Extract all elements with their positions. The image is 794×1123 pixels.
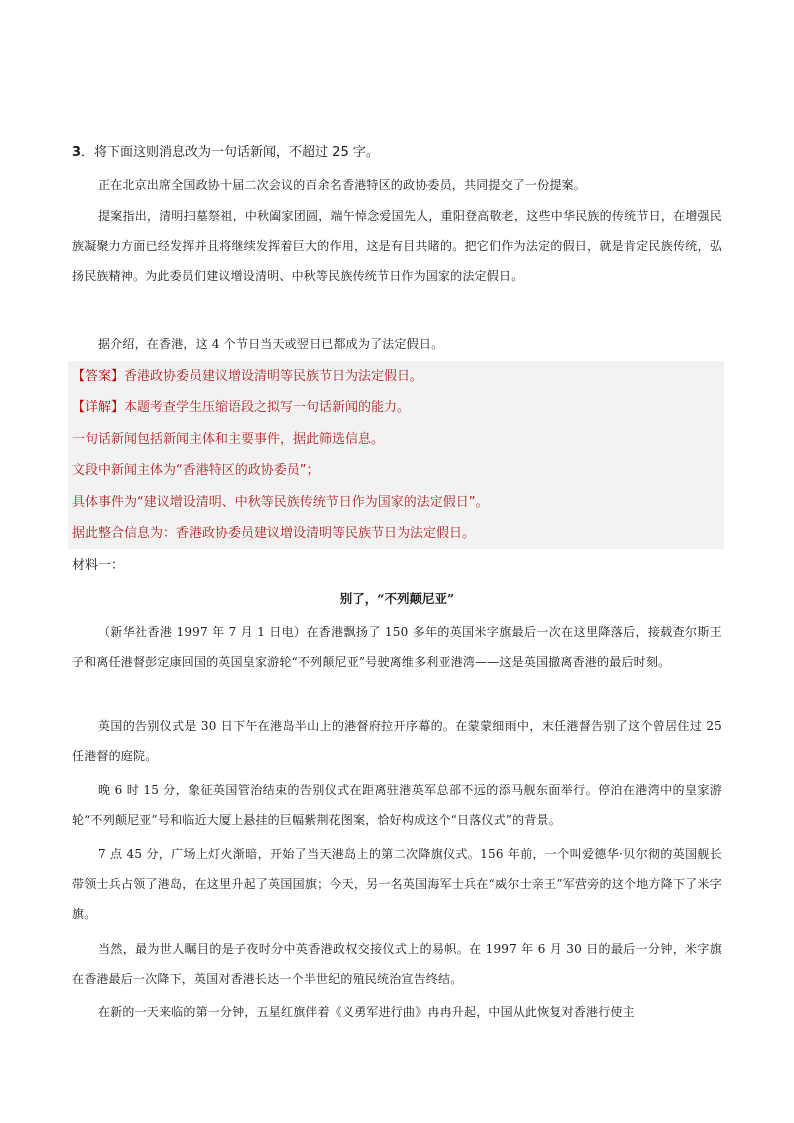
analysis-line-2: 文段中新闻主体为“香港特区的政协委员”；: [72, 463, 320, 478]
news-paragraph-2: 提案指出，清明扫墓祭祖，中秋阖家团圆，端午悼念爱国先人，重阳登高敬老，这些中华民族的传统节日，在增强民族凝聚力方面已经发挥并且将继续发挥着巨大的作用，这是有目共睹的。把它们作为法定的假日，就是肯定民族传统，弘扬民族精神。为此委员们建议增设清明、中秋等民族传统节日作为国家的法定假日。: [72, 209, 722, 283]
analysis-line-4: 据此整合信息为：香港政协委员建议增设清明等民族节日为法定假日。: [72, 526, 476, 541]
analysis-line-3: 具体事件为“建议增设清明、中秋等民族传统节日作为国家的法定假日”。: [72, 495, 489, 510]
detail-text: 本题考查学生压缩语段之拟写一句话新闻的能力。: [124, 400, 411, 415]
article-title: 别了，“不列颠尼亚”: [339, 591, 455, 606]
detail-line: [72, 398, 722, 418]
news-paragraph-3: 据介绍，在香港，这 4 个节日当天或翌日已都成为了法定假日。: [98, 337, 444, 351]
question-text: ．将下面这则消息改为一句话新闻，不超过 25 字。: [81, 145, 379, 160]
answer-tag: 【答案】: [72, 369, 125, 384]
article-paragraph-1: （新华社香港 1997 年 7 月 1 日电）在香港飘扬了 150 多年的英国米字旗最后一次在这里降落后，接载查尔斯王子和离任港督彭定康回国的英国皇家游轮“不列颠尼亚”号驶离维多利亚港湾——这是英国撤离香港的最后时刻。: [72, 625, 722, 669]
article-paragraph-4: 7 点 45 分，广场上灯火渐暗，开始了当天港岛上的第二次降旗仪式。156 年前，一个叫爱德华·贝尔彻的英国舰长带领士兵占领了港岛，在这里升起了英国国旗；今天，另一名英国海军士兵在“威尔士亲王”军营旁的这个地方降下了米字旗。: [72, 847, 722, 921]
news-paragraph-1: 正在北京出席全国政协十届二次会议的百余名香港特区的政协委员，共同提交了一份提案。: [98, 178, 587, 192]
article-paragraph-2: 英国的告别仪式是 30 日下午在港岛半山上的港督府拉开序幕的。在蒙蒙细雨中，末任港督告别了这个曾居住过 25 任港督的庭院。: [72, 719, 722, 763]
article-paragraph-6: 在新的一天来临的第一分钟，五星红旗伴着《义勇军进行曲》冉冉升起，中国从此恢复对香港行使主: [98, 1005, 635, 1019]
answer-line: [72, 367, 722, 387]
analysis-line-1: 一句话新闻包括新闻主体和主要事件，据此筛选信息。: [72, 432, 385, 447]
detail-tag: 【详解】: [72, 400, 125, 415]
answer-box: [68, 361, 724, 549]
question-number: 3: [72, 145, 82, 160]
article-paragraph-5: 当然，最为世人瞩目的是子夜时分中英香港政权交接仪式上的易帜。在 1997 年 6 月 30 日的最后一分钟，米字旗在香港最后一次降下，英国对香港长达一个半世纪的殖民统治宣告终结。: [72, 942, 722, 986]
material-label: 材料一：: [72, 558, 125, 573]
article-paragraph-3: 晚 6 时 15 分，象征英国管治结束的告别仪式在距离驻港英军总部不远的添马舰东面举行。停泊在港湾中的皇家游轮“不列颠尼亚”号和临近大厦上悬挂的巨幅紫荆花图案，恰好构成这个“日落仪式”的背景。: [72, 783, 722, 827]
answer-text: 香港政协委员建议增设清明等民族节日为法定假日。: [124, 369, 424, 384]
question-title: [72, 142, 722, 164]
